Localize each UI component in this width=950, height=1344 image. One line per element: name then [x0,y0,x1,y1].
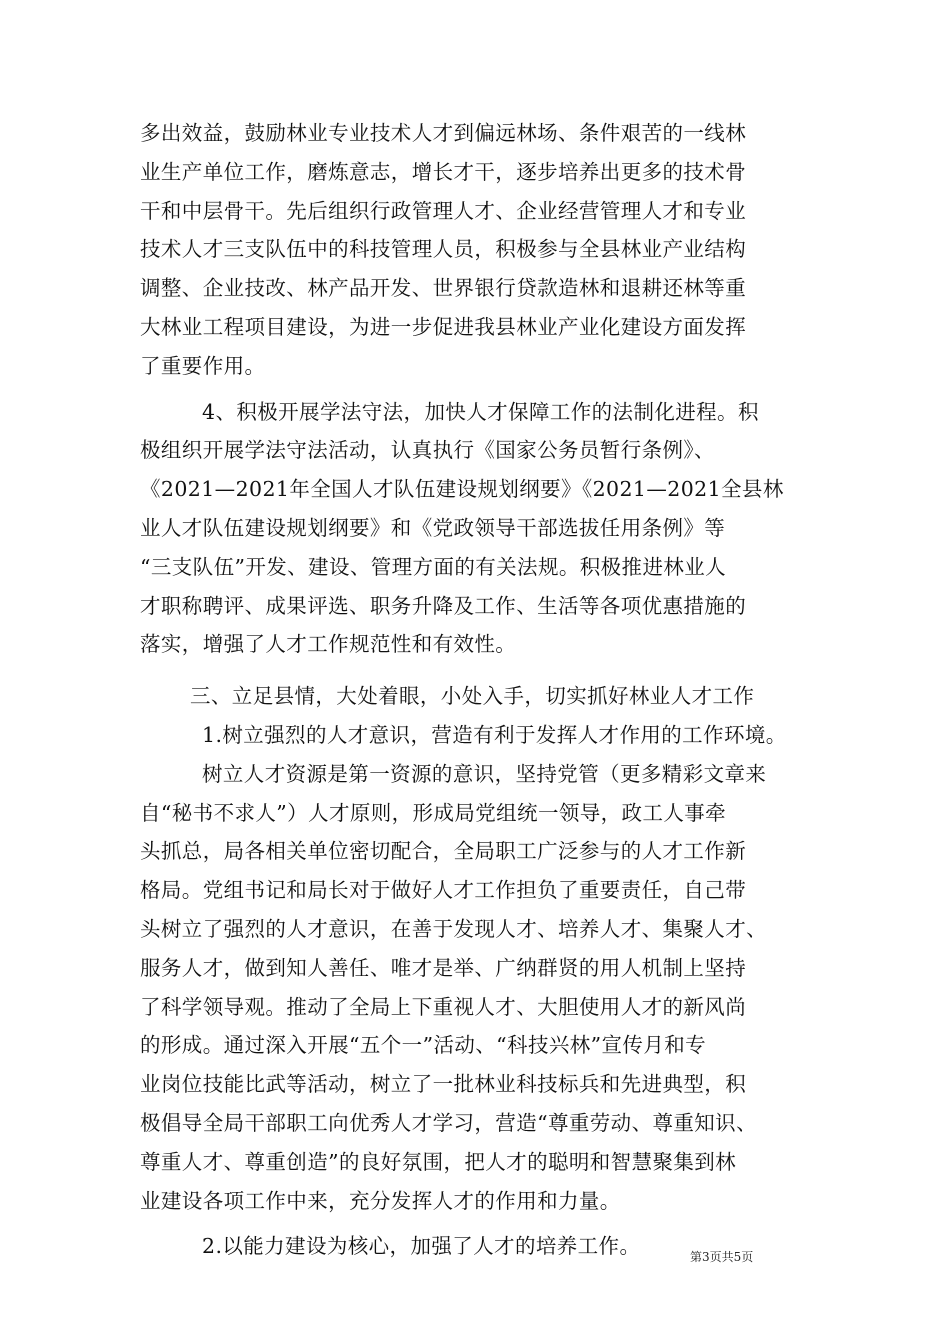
text-line: 大林业工程项目建设，为进一步促进我县林业产业化建设方面发挥 [140,314,747,339]
subheading-2: 2.以能力建设为核心，加强了人才的培养工作。 [202,1234,641,1259]
text-line: 服务人才，做到知人善任、唯才是举、广纳群贤的用人机制上坚持 [140,955,747,980]
paragraph-heading-4: 4、积极开展学法守法，加快人才保障工作的法制化进程。积 [202,399,759,424]
text-line: 头抓总，局各相关单位密切配合，全局职工广泛参与的人才工作新 [140,839,747,864]
text-line: 落实，增强了人才工作规范性和有效性。 [140,632,517,657]
text-line: 了重要作用。 [140,353,266,378]
text-line: 自“秘书不求人”）人才原则，形成局党组统一领导，政工人事牵 [140,800,727,825]
text-line: 极组织开展学法守法活动，认真执行《国家公务员暂行条例》、 [140,438,715,463]
text-line: 了科学领导观。推动了全局上下重视人才、大胆使用人才的新风尚 [140,994,747,1019]
text-line: 的形成。通过深入开展“五个一”活动、“科技兴林”宣传月和专 [140,1033,707,1058]
text-line: 干和中层骨干。先后组织行政管理人才、企业经营管理人才和专业 [140,198,747,223]
text-line: 业人才队伍建设规划纲要》和《党政领导干部选拔任用条例》等 [140,515,726,540]
text-line: 业生产单位工作，磨炼意志，增长才干，逐步培养出更多的技术骨 [140,159,747,184]
text-line: 《2021—2021年全国人才队伍建设规划纲要》《2021—2021全县林 [140,477,784,502]
page-number: 第3页共5页 [690,1250,754,1264]
body-text [140,114,820,1266]
text-line: 才职称聘评、成果评选、职务升降及工作、生活等各项优惠措施的 [140,593,747,618]
text-line: 业岗位技能比武等活动，树立了一批林业科技标兵和先进典型，积 [140,1072,747,1097]
text-line: 调整、企业技改、林产品开发、世界银行贷款造林和退耕还林等重 [140,276,747,301]
text-line: 技术人才三支队伍中的科技管理人员，积极参与全县林业产业结构 [140,237,747,262]
text-line: “三支队伍”开发、建设、管理方面的有关法规。积极推进林业人 [140,554,727,579]
text-line: 树立人才资源是第一资源的意识，坚持党管（更多精彩文章来 [202,761,767,786]
text-line: 多出效益，鼓励林业专业技术人才到偏远林场、条件艰苦的一线林 [140,121,747,145]
text-line: 尊重人才、尊重创造”的良好氛围，把人才的聪明和智慧聚集到林 [140,1149,737,1174]
text-line: 业建设各项工作中来，充分发挥人才的作用和力量。 [140,1188,621,1213]
text-line: 极倡导全局干部职工向优秀人才学习，营造“尊重劳动、尊重知识、 [140,1110,757,1135]
text-line: 格局。党组书记和局长对于做好人才工作担负了重要责任，自己带 [140,878,747,903]
subheading-1: 1.树立强烈的人才意识，营造有利于发挥人才作用的工作环境。 [202,722,787,747]
section-heading-3: 三、立足县情，大处着眼，小处入手，切实抓好林业人才工作 [190,684,755,709]
text-line: 头树立了强烈的人才意识，在善于发现人才、培养人才、集聚人才、 [140,916,767,941]
